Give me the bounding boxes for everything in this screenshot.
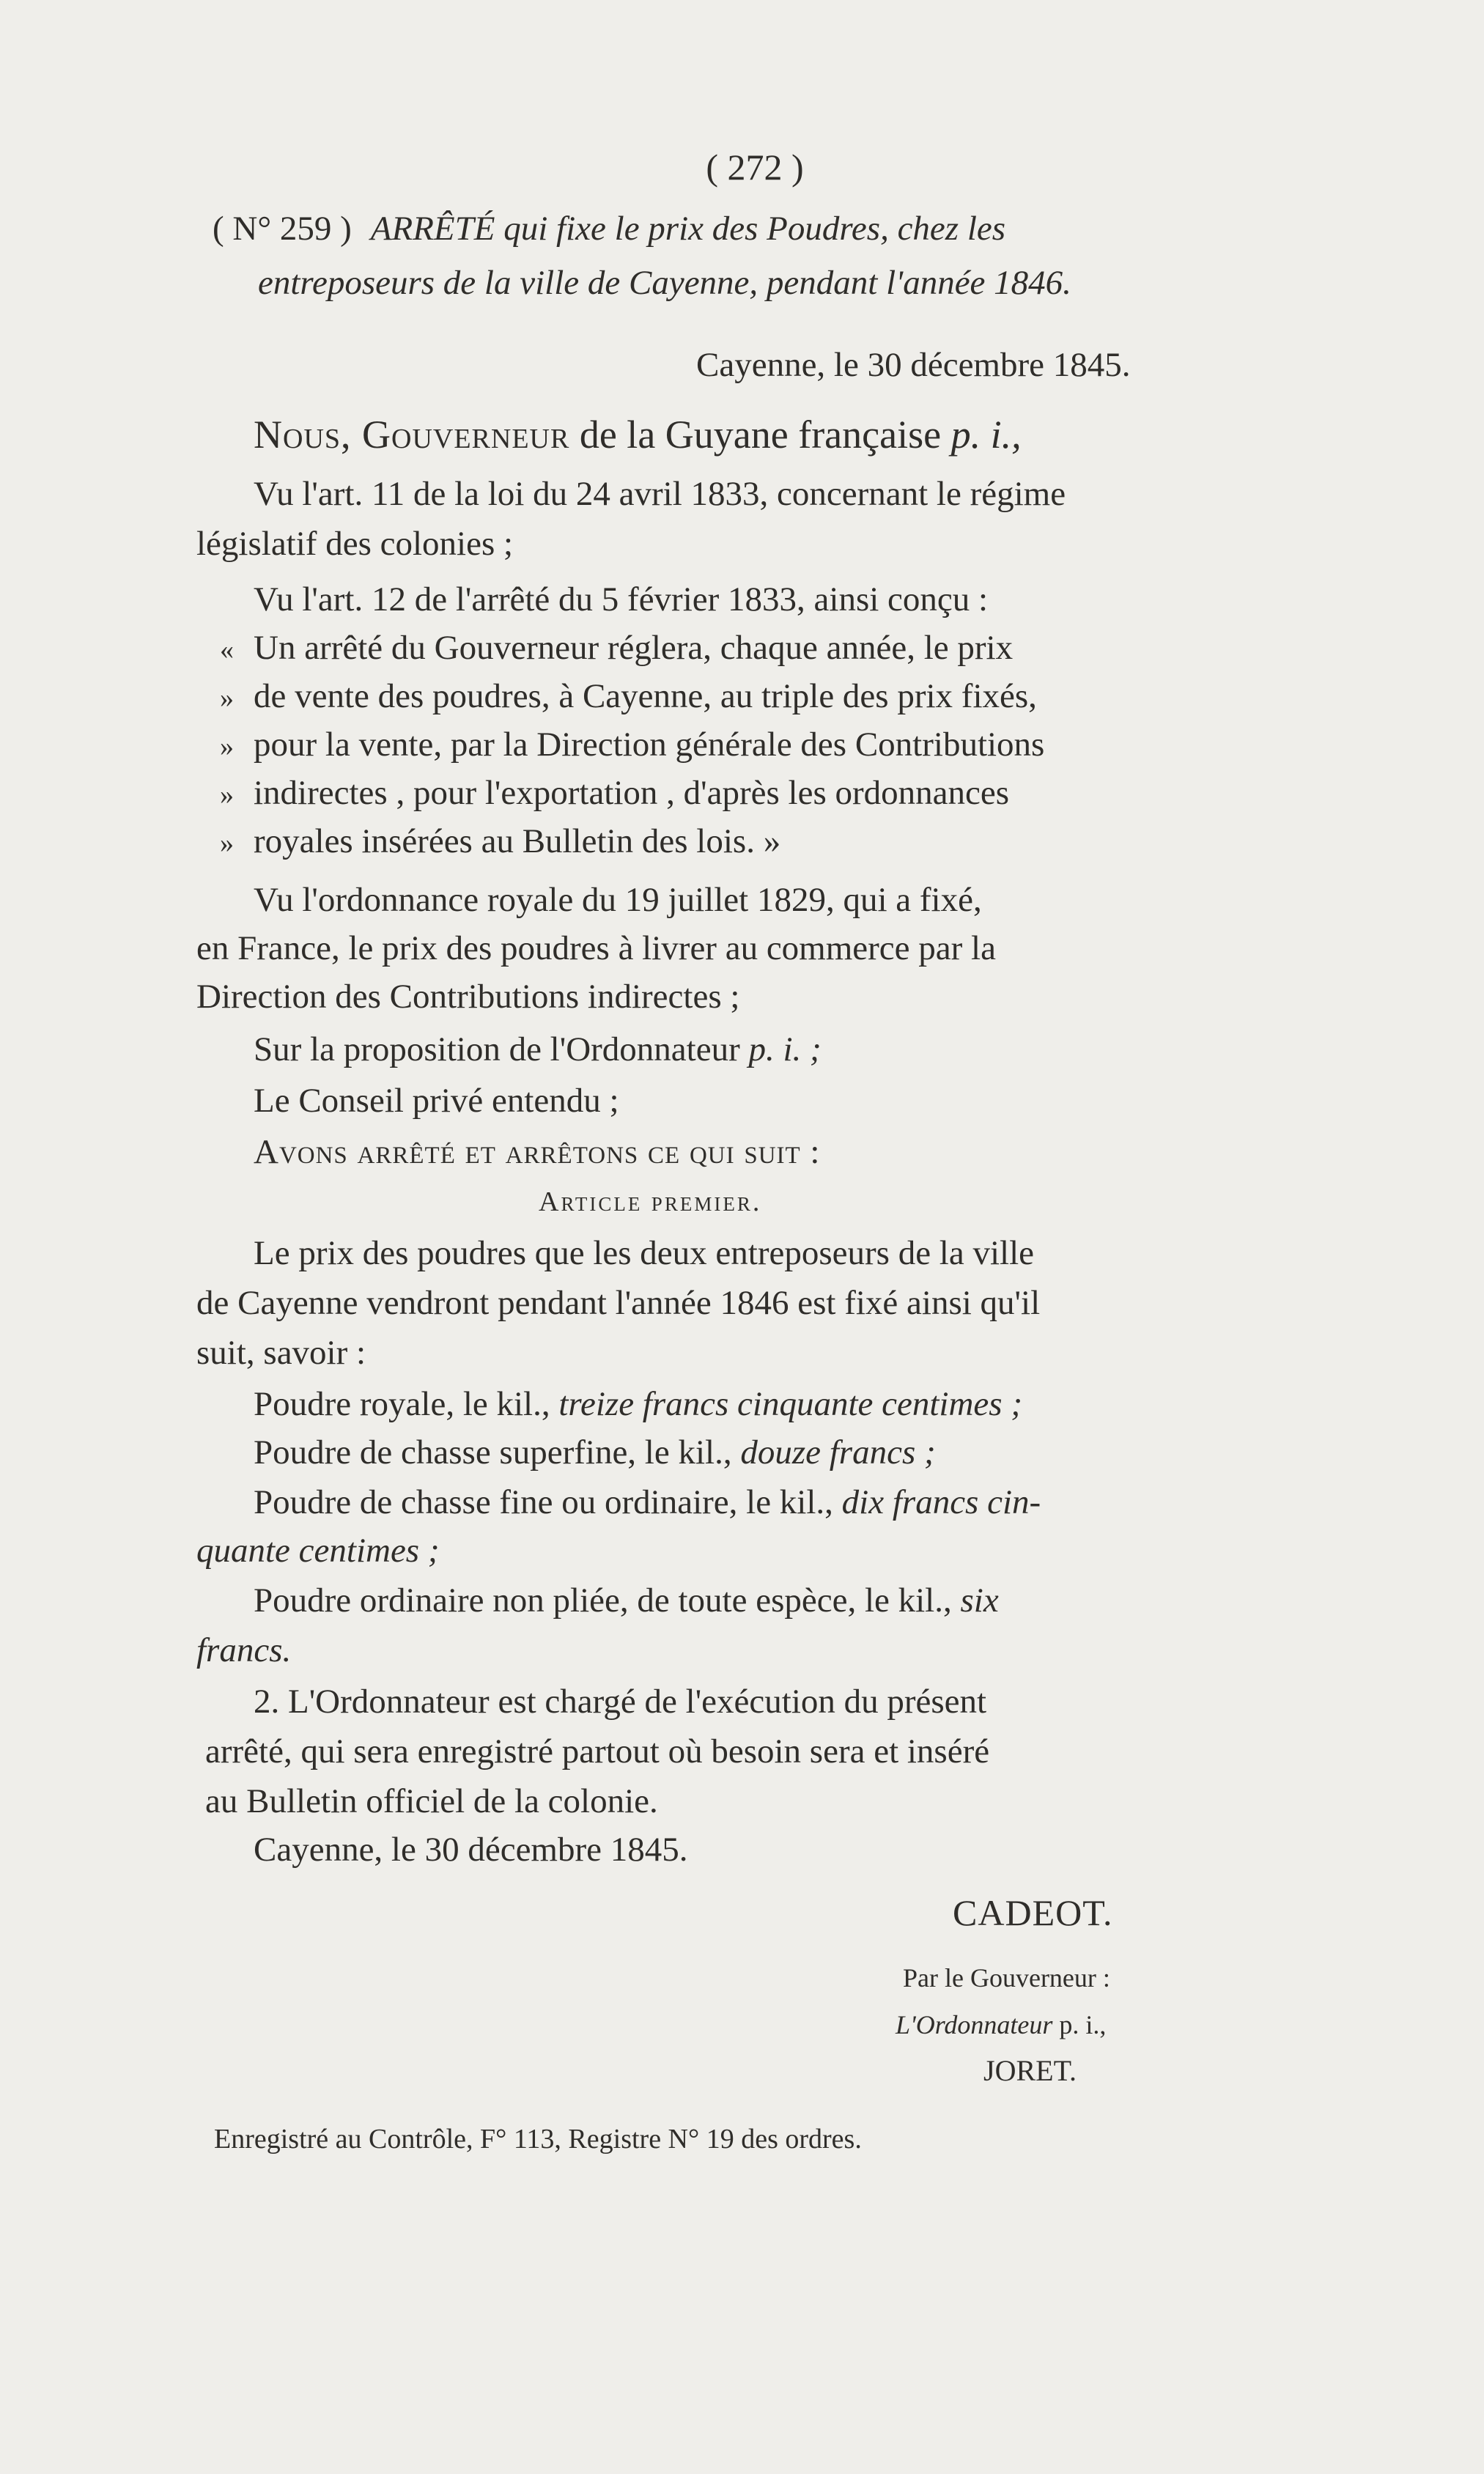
act-title: ARRÊTÉ qui fixe le prix des Poudres, chez les (370, 210, 1006, 248)
dateline: Cayenne, le 30 décembre 1845. (696, 346, 1131, 384)
quote-line-4: » indirectes , pour l'exportation , d'après les ordonnances (220, 774, 1010, 812)
article-1-line-3: suit, savoir : (196, 1334, 366, 1372)
quote-line-5: » royales insérées au Bulletin des lois. » (220, 822, 781, 860)
quote-line-3: » pour la vente, par la Direction générale des Contributions (220, 725, 1045, 764)
article-1-line-2: de Cayenne vendront pendant l'année 1846 est fixé ainsi qu'il (196, 1284, 1041, 1322)
signature-cadeot: CADEOT. (953, 1892, 1113, 1933)
price-ordinaire: Poudre ordinaire non pliée, de toute espèce, le kil., six (254, 1581, 999, 1620)
avons-line: Avons arrêté et arrêtons ce qui suit : (254, 1133, 821, 1171)
article-2-line-2: arrêté, qui sera enregistré partout où besoin sera et inséré (205, 1732, 990, 1770)
vu-3-line-3: Direction des Contributions indirectes ; (196, 978, 740, 1016)
act-title-line-1 (213, 207, 1356, 251)
ordonnateur-line: L'Ordonnateur p. i., (896, 2010, 1107, 2039)
proposition-line: Sur la proposition de l'Ordonnateur p. i. ; (254, 1030, 822, 1068)
act-number: ( N° 259 ) (213, 210, 352, 248)
conseil-line: Le Conseil privé entendu ; (254, 1082, 619, 1120)
price-ordinaire-line-2: francs. (196, 1631, 292, 1669)
article-heading: Article premier. (539, 1186, 762, 1217)
vu-3-line-1: Vu l'ordonnance royale du 19 juillet 1829, qui a fixé, (254, 881, 982, 919)
page-number: ( 272 ) (706, 147, 804, 188)
preamble-guyane: de la Guyane française (579, 413, 942, 457)
article-2-line-3: au Bulletin officiel de la colonie. (205, 1782, 658, 1820)
price-superfine: Poudre de chasse superfine, le kil., douze francs ; (254, 1433, 936, 1472)
vu-1-line-2: législatif des colonies ; (196, 525, 514, 563)
article-2-line-1: 2. L'Ordonnateur est chargé de l'exécution du présent (254, 1683, 987, 1721)
quote-line-2: » de vente des poudres, à Cayenne, au triple des prix fixés, (220, 677, 1037, 715)
quote-line-1: « Un arrêté du Gouverneur réglera, chaque année, le prix (220, 626, 1348, 672)
price-royale: Poudre royale, le kil., treize francs cinquante centimes ; (254, 1385, 1022, 1423)
preamble-nous: Nous, Gouverneur (254, 413, 570, 457)
par-le-gouverneur: Par le Gouverneur : (903, 1963, 1110, 1993)
preamble-pi: p. i., (950, 413, 1022, 457)
signature-joret: JORET. (983, 2054, 1077, 2087)
vu-3-line-2: en France, le prix des poudres à livrer au commerce par la (196, 929, 996, 967)
registration-note: Enregistré au Contrôle, F° 113, Registre N° 19 des ordres. (214, 2124, 862, 2154)
price-fine: Poudre de chasse fine ou ordinaire, le kil., dix francs cin- (254, 1483, 1041, 1521)
closing-date: Cayenne, le 30 décembre 1845. (254, 1831, 688, 1869)
price-fine-line-2: quante centimes ; (196, 1532, 440, 1570)
article-1-line-1: Le prix des poudres que les deux entreposeurs de la ville (254, 1234, 1035, 1272)
preamble (254, 409, 1022, 460)
vu-1-line-1: Vu l'art. 11 de la loi du 24 avril 1833, concernant le régime (254, 475, 1066, 513)
quote-open-mark: « (220, 635, 234, 665)
vu-2: Vu l'art. 12 de l'arrêté du 5 février 1833, ainsi conçu : (254, 580, 989, 618)
act-title-line-2: entreposeurs de la ville de Cayenne, pendant l'année 1846. (258, 264, 1071, 302)
